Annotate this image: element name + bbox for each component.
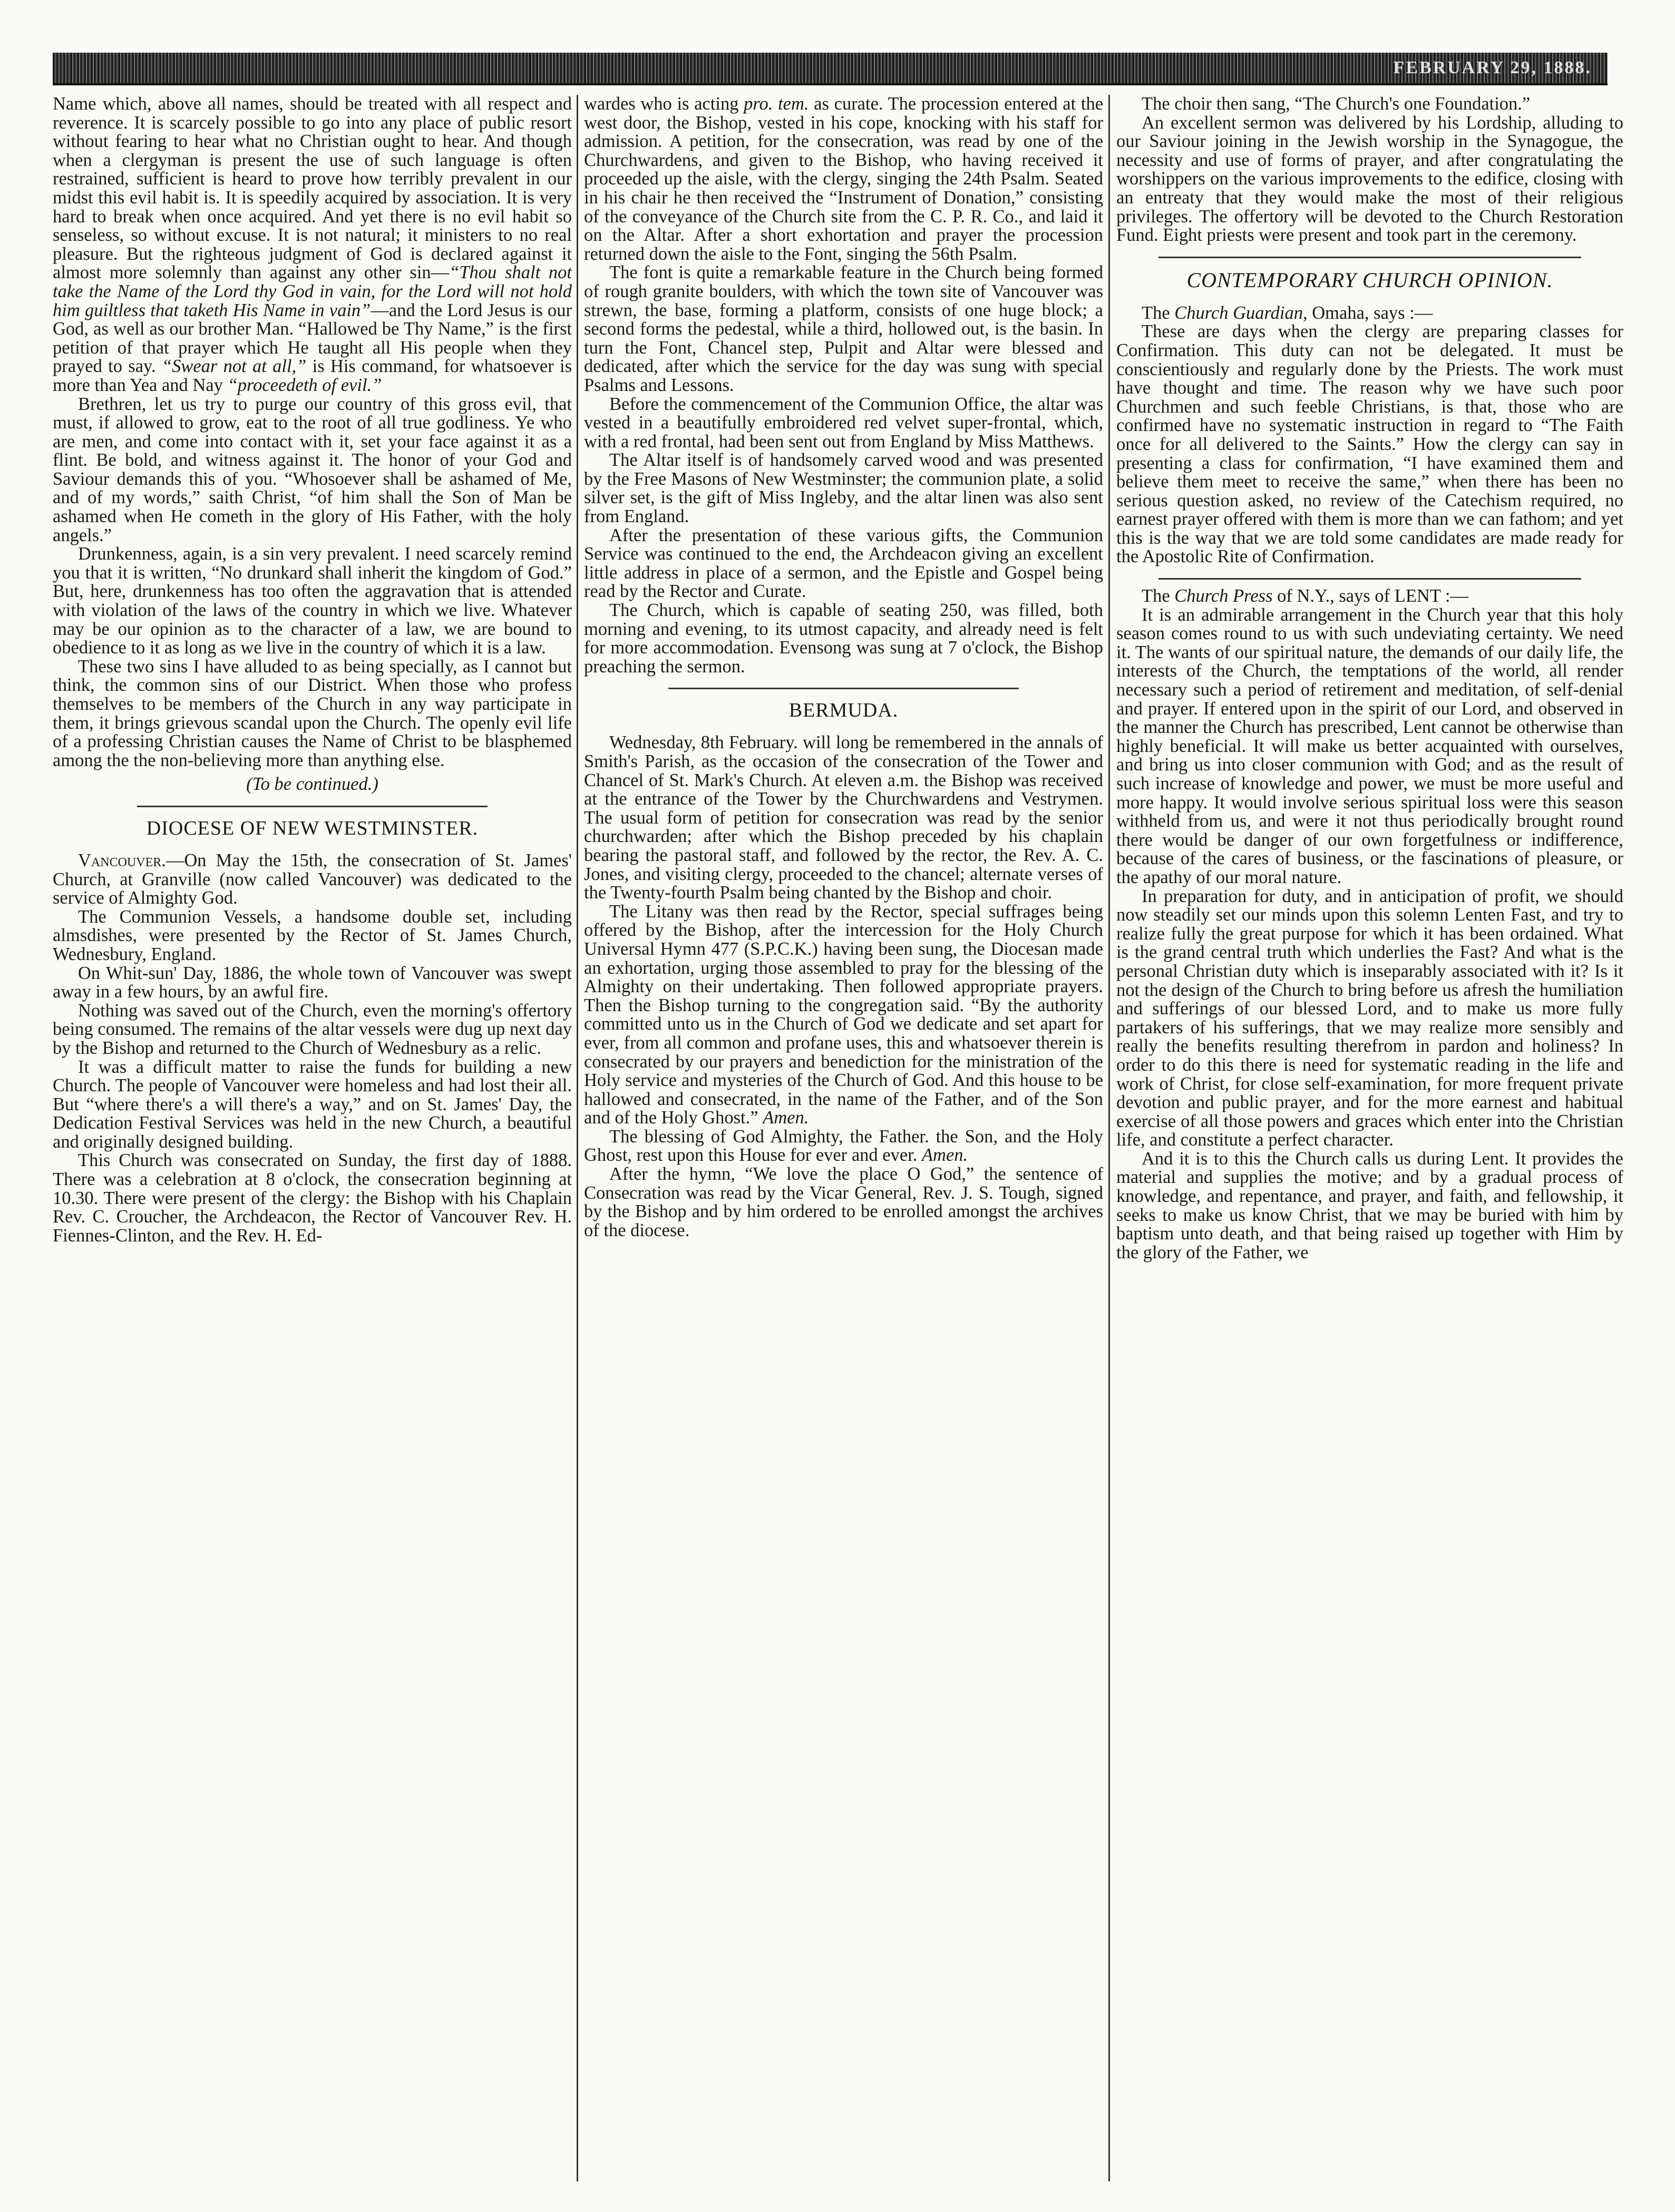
- paragraph: The Communion Vessels, a handsome double set, including almsdishes, were presented by the Rector of St. James Church, Wednesbury, England.: [53, 906, 572, 964]
- section-heading: CONTEMPORARY CHURCH OPINION.: [1186, 268, 1553, 292]
- paragraph: Nothing was saved out of the Church, even the morning's offertory being consumed. The remains of the altar vessels were dug up next day by the Bishop and returned to the Church of Wednesbury as a relic.: [53, 1000, 572, 1058]
- paragraph: It is an admirable arrangement in the Church year that this holy season comes round to us with such undeviating certainty. We need it. The wants of our spiritual nature, the demands of our daily life, the interests of the Church, the temptations of the world, all render necessary such a period of retirement and meditation, of self-denial and prayer. If entered upon in the spirit of our Lord, and observed in the manner the Church has prescribed, Lent cannot be otherwise than highly beneficial. It will make us better acquainted with ourselves, and bring us into closer communion with God; and as the result of such increase of knowledge and power, we must be more useful and more happy. It would involve serious spiritual loss were this season withheld from us, and were it not thus periodically brought round there would be danger of our own forgetfulness or indifference, because of the cares of business, or the fascinations of pleasure, or the apathy of our moral nature.: [1116, 604, 1623, 887]
- continued-note: (To be continued.): [246, 774, 378, 795]
- paragraph: The Church Guardian, Omaha, says :—: [1142, 302, 1433, 323]
- paragraph: It was a difficult matter to raise the funds for building a new Church. The people of Vancouver were homeless and had lost their all. But “where there's a will there's a way,” and on St. James' Day, the Dedication Festival Services was held in the new Church, a beautiful and originally designed building.: [53, 1056, 572, 1152]
- paragraph: On Whit-sun' Day, 1886, the whole town of Vancouver was swept away in a few hours, by an awful fire.: [53, 963, 572, 1002]
- paragraph: And it is to this the Church calls us during Lent. It provides the material and supplies the motive; and by a gradual process of knowledge, and repentance, and prayer, and faith, and fellowship, it seeks to make us know Christ, that we may be buried with him by baptism unto death, and that being raised up together with Him by the glory of the Father, we: [1116, 1148, 1623, 1262]
- paragraph: This Church was consecrated on Sunday, the first day of 1888. There was a celebration at 8 o'clock, the consecration beginning at 10.30. There were present of the clergy: the Bishop with his Chaplain Rev. C. Croucher, the Archdeacon, the Rector of Vancouver Rev. H. Fiennes-Clinton, and the Rev. H. Ed-: [53, 1150, 572, 1246]
- section-divider: [668, 688, 1019, 689]
- paragraph: Brethren, let us try to purge our country of this gross evil, that must, if allowed to grow, eat to the root of all true godliness. Ye who are men, and come into contact with it, set your face against it as a flint. Be bold, and witness against it. The honor of your God and Saviour demands this of you. “Whosoever shall be ashamed of Me, and of my words,” saith Christ, “of him shall the Son of Man be ashamed when He cometh in the glory of His Father, with the holy angels.”: [53, 394, 572, 545]
- paragraph: Name which, above all names, should be treated with all respect and reverence. It is scarcely possible to go into any place of public resort without fearing to hear what no Christian ought to hear. And though when a clergyman is present the use of such language is often restrained, sufficient is heard to prove how terribly prevalent in our midst this evil habit is. It is speedily acquired by association. It is very hard to break when once acquired. And yet there is no evil habit so senseless, so without excuse. It is not natural; it ministers to no real pleasure. But the righteous judgment of God is declared against it almost more solemnly than against any other sin—“Thou shalt not take the Name of the Lord thy God in vain, for the Lord will not hold him guiltless that taketh His Name in vain”—and the Lord Jesus is our God, as well as our brother Man. “Hallowed be Thy Name,” is the first petition of that prayer which He taught all His people when they prayed to say. “Swear not at all,” is His command, for whatsoever is more than Yea and Nay “proceedeth of evil.”: [53, 95, 572, 395]
- paragraph: The font is quite a remarkable feature in the Church being formed of rough granite boulders, with which the town site of Vancouver was strewn, the base, forming a platform, consists of one huge block; a second forms the pedestal, while a third, hollowed out, is the basin. In turn the Font, Chancel step, Pulpit and Altar were blessed and dedicated, after which the service for the day was sung with special Psalms and Lessons.: [584, 262, 1103, 395]
- paragraph: Wednesday, 8th February. will long be remembered in the annals of Smith's Parish, as the occasion of the consecration of the Tower and Chancel of St. Mark's Church. At eleven a.m. the Bishop was received at the entrance of the Tower by the Churchwardens and Vestrymen. The usual form of petition for consecration was read by the senior churchwarden; after which the Bishop preceded by his chaplain bearing the pastoral staff, and followed by the rector, the Rev. A. C. Jones, and visiting clergy, proceeded to the chancel; alternate verses of the Twenty-fourth Psalm being chanted by the Bishop and choir.: [584, 732, 1103, 903]
- section-divider: [1158, 257, 1581, 258]
- column-2: [584, 95, 1103, 2181]
- paragraph: The blessing of God Almighty, the Father. the Son, and the Holy Ghost, rest upon this House for ever and ever. Amen.: [584, 1126, 1103, 1166]
- paragraph: The Church Press of N.Y., says of LENT :—: [1142, 586, 1468, 606]
- paragraph: Before the commencement of the Communion Office, the altar was vested in a beautifully embroidered red velvet super-frontal, which, with a red frontal, had been sent out from England by Miss Matthews.: [584, 394, 1103, 452]
- paragraph: After the presentation of these various gifts, the Communion Service was continued to the end, the Archdeacon giving an excellent little address in place of a sermon, and the Epistle and Gospel being read by the Rector and Curate.: [584, 525, 1103, 602]
- section-divider: [137, 806, 488, 807]
- paragraph: wardes who is acting pro. tem. as curate. The procession entered at the west door, the Bishop, vested in his cope, knocking with his staff for admission. A petition, for the consecration, was read by one of the Churchwardens, and given to the Bishop, who having received it proceeded up the aisle, with the clergy, singing the 24th Psalm. Seated in his chair he then received the “Instrument of Donation,” consisting of the conveyance of the Church site from the C. P. R. Co., and laid it on the Altar. After a short exhortation and prayer the procession returned down the aisle to the Font, singing the 56th Psalm.: [584, 95, 1103, 264]
- column-1: [53, 95, 572, 2181]
- paragraph: These are days when the clergy are preparing classes for Confirmation. This duty can not be delegated. It must be conscientiously and regularly done by the Priests. The work must have thought and time. The reason why we have such poor Churchmen and such feeble Christians, is that, those who are confirmed have no systematic instruction in regard to “The Faith once for all delivered to the Saints.” How the clergy can say in presenting a class for confirmation, “I have examined them and believe them meet to receive the same,” when there has been no serious question asked, no review of the Catechism required, no earnest prayer offered with them is more than we can fathom; and yet this is the way that we are told some candidates are made ready for the Apostolic Rite of Confirmation.: [1116, 321, 1623, 567]
- paragraph: The choir then sang, “The Church's one Foundation.”: [1142, 95, 1531, 114]
- paragraph: These two sins I have alluded to as being specially, as I cannot but think, the common sins of our District. When those who profess themselves to be members of the Church in any way participate in them, it brings grievous scandal upon the Church. The openly evil life of a professing Christian causes the Name of Christ to be blasphemed among the the non-believing more than anything else.: [53, 656, 572, 770]
- paragraph: The Litany was then read by the Rector, special suffrages being offered by the Bishop, after the intercession for the Holy Church Universal Hymn 477 (S.P.C.K.) having been sung, the Diocesan made an exhortation, urging those assembled to pray for the blessing of the Almighty on their undertaking. Then followed appropriate prayers. Then the Bishop turning to the congregation said. “By the authority committed unto us in the Church of God we dedicate and set apart for ever, from all common and profane uses, this and whatsoever therein is consecrated by our prayers and benediction for the ministration of the Holy service and mysteries of the Church of God. And this house to be hallowed and consecrated, in the name of the Father, and of the Son and of the Holy Ghost.” Amen.: [584, 901, 1103, 1128]
- section-heading: BERMUDA.: [788, 699, 899, 722]
- masthead-bar: [53, 53, 1608, 85]
- paragraph: Drunkenness, again, is a sin very prevalent. I need scarcely remind you that it is written, “No drunkard shall inherit the kingdom of God.” But, here, drunkenness has too often the aggravation that is attended with violation of the laws of the country in which we live. Whatever may be our opinion as to the character of a law, we are bound to obedience to it as long as we live in the country of which it is a law.: [53, 544, 572, 658]
- paragraph: The Church, which is capable of seating 250, was filled, both morning and evening, to its utmost capacity, and already need is felt for more accommodation. Evensong was sung at 7 o'clock, the Bishop preaching the sermon.: [584, 600, 1103, 677]
- masthead-date: FEBRUARY 29, 1888.: [1393, 58, 1592, 77]
- paragraph: An excellent sermon was delivered by his Lordship, alluding to our Saviour joining in the Jewish worship in the Synagogue, the necessity and use of forms of prayer, and after congratulating the worshippers on the various improvements to the edifice, closing with an entreaty that they would make the most of their religious privileges. The offertory will be devoted to the Church Restoration Fund. Eight priests were present and took part in the ceremony.: [1116, 112, 1623, 246]
- paragraph: Vancouver.—On May the 15th, the consecration of St. James' Church, at Granville (now called Vancouver) was dedicated to the service of Almighty God.: [53, 850, 572, 908]
- section-divider: [1158, 578, 1581, 580]
- column-rule: [577, 95, 578, 2181]
- paragraph: After the hymn, “We love the place O God,” the sentence of Consecration was read by the Vicar General, Rev. J. S. Tough, signed by the Bishop and by him ordered to be enrolled amongst the archives of the diocese.: [584, 1164, 1103, 1240]
- column-3: [1116, 95, 1623, 2181]
- section-heading: DIOCESE OF NEW WESTMINSTER.: [146, 817, 479, 839]
- column-rule: [1108, 95, 1110, 2181]
- paragraph: The Altar itself is of handsomely carved wood and was presented by the Free Masons of New Westminster; the communion plate, a solid silver set, is the gift of Miss Ingleby, and the altar linen was also sent from England.: [584, 450, 1103, 527]
- paragraph: In preparation for duty, and in anticipation of profit, we should now steadily set our minds upon this solemn Lenten Fast, and try to realize fully the great purpose for which it has been ordained. What is the grand central truth which underlies the Fast? And what is the personal Christian duty which is inseparably associated with it? Is it not the design of the Church to bring before us afresh the humiliation and sufferings of our blessed Lord, and to make us more fully partakers of his sufferings, that we may realize more sensibly and really the benefits resulting therefrom in pardon and holiness? In order to do this there is need for systematic reading in the life and work of Christ, for close self-examination, for more frequent private devotion and public prayer, and for the more earnest and habitual exercise of all those powers and graces which enter into the Christian life, and constitute a perfect character.: [1116, 886, 1623, 1150]
